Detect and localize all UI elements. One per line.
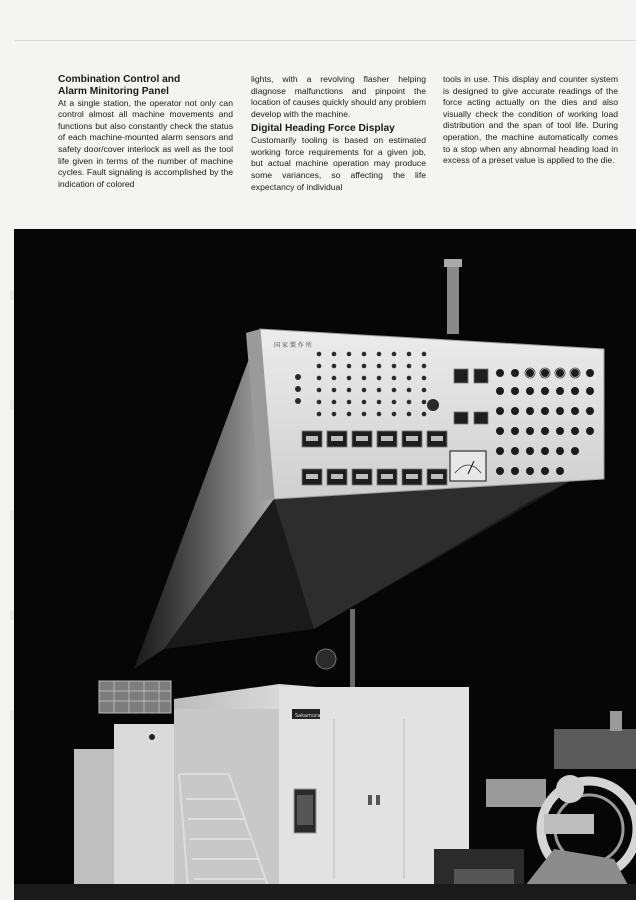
force-display-text-continued: tools in use. This display and counter system is designed to give accurate readings of the force acting actually on the dies and also visually check the condition of working load distribution and the span of tool life. During operation, the machine automatically comes to a stop when any abnormal heading load in excess of a preset value is applied to the die.	[443, 74, 618, 166]
brand-plate: Sakamura	[295, 713, 321, 719]
heading-line-2: Alarm Minitoring Panel	[58, 85, 169, 97]
section-heading-control-panel	[58, 74, 233, 98]
text-column-1	[58, 74, 233, 190]
heading-line-1: Combination Control and	[58, 74, 181, 85]
text-column-2	[251, 74, 426, 193]
top-rule	[15, 40, 636, 41]
panel-label: 国 家 製 作 所	[274, 342, 312, 349]
control-panel-text: At a single station, the operator not only can control almost all machine movements and functions but also constantly check the status of each machine-mounted alarm sensors and safety door/cover interlock as well as the tool life given in terms of the number of machine cycles. Fault signaling is accomplished by the indication of colored	[58, 97, 233, 189]
force-display-text: Customarily tooling is based on estimated working force requirements for a given job, but actual machine operation may produce some variances, so affecting the life expectancy of individual	[251, 135, 426, 192]
control-panel-text-continued: lights, with a revolving flasher helping diagnose malfunctions and pinpoint the location of causes quickly should any problem develop with the machine.	[251, 74, 426, 119]
section-heading-force-display: Digital Heading Force Display	[251, 123, 395, 135]
machine-photo	[14, 229, 636, 900]
text-column-3	[443, 74, 618, 167]
machine-photo-illustration	[14, 229, 636, 900]
